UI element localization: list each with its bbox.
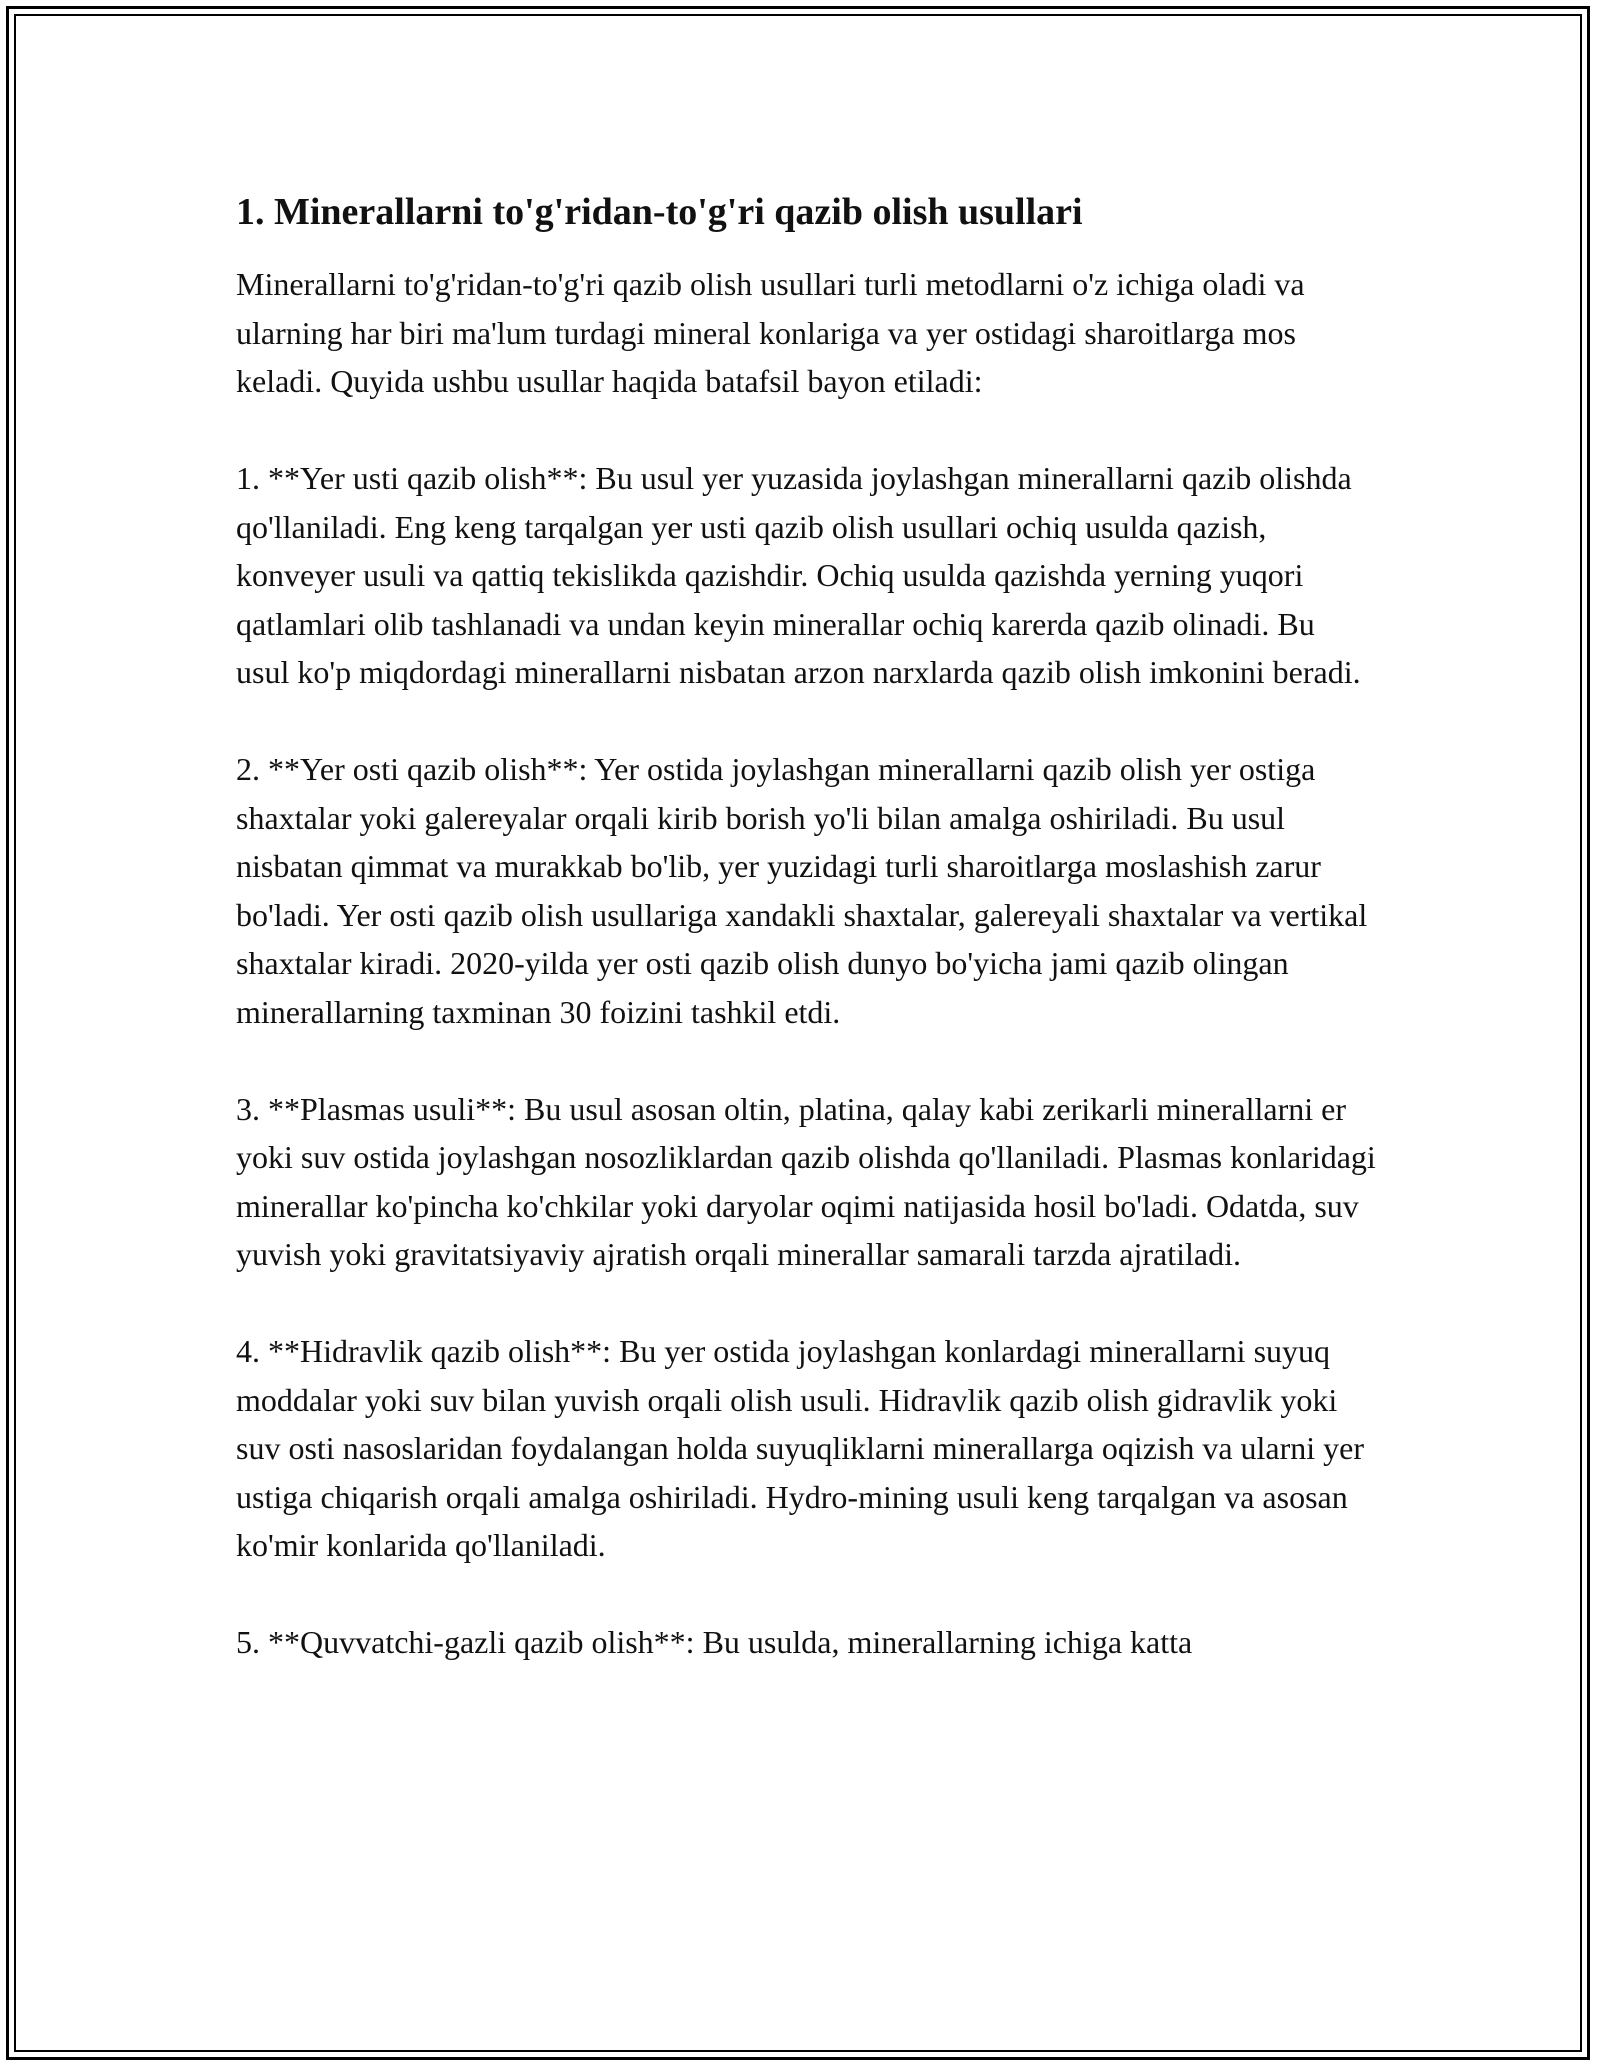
method-1-paragraph: 1. **Yer usti qazib olish**: Bu usul yer yuzasida joylashgan minerallarni qazib olishda qo'llaniladi. Eng keng tarqalgan yer usti qazib olish usullari ochiq usulda qazish, konveyer usuli va qattiq tekislikda qazishdir. Ochiq usulda qazishda yerning yuqori qatlamlari olib tashlanadi va undan keyin minerallar ochiq karerda qazib olinadi. Bu usul ko'p miqdordagi minerallarni nisbatan arzon narxlarda qazib olish imkonini beradi. [236,460,1361,690]
method-2-paragraph: 2. **Yer osti qazib olish**: Yer ostida joylashgan minerallarni qazib olish yer ostiga shaxtalar yoki galereyalar orqali kirib borish yo'li bilan amalga oshiriladi. Bu usul nisbatan qimmat va murakkab bo'lib, yer yuzidagi turli sharoitlarga moslashish zarur bo'ladi. Yer osti qazib olish usullariga xandakli shaxtalar, galereyali shaxtalar va vertikal shaxtalar kiradi. 2020-yilda yer osti qazib olish dunyo bo'yicha jami qazib olingan minerallarning taxminan 30 foizini tashkil etdi. [236,751,1368,1030]
section-heading: 1. Minerallarni to'g'ridan-to'g'ri qazib olish usullari [236,191,1083,233]
document-body [236,186,1376,1715]
intro-paragraph: Minerallarni to'g'ridan-to'g'ri qazib olish usullari turli metodlarni o'z ichiga oladi va ularning har biri ma'lum turdagi mineral konlariga va yer ostidagi sharoitlarga mos keladi. Quyida ushbu usullar haqida batafsil bayon etiladi: [236,266,1305,399]
method-4-paragraph: 4. **Hidravlik qazib olish**: Bu yer ostida joylashgan konlardagi minerallarni suyuq moddalar yoki suv bilan yuvish orqali olish usuli. Hidravlik qazib olish gidravlik yoki suv osti nasoslaridan foydalangan holda suyuqliklarni minerallarga oqizish va ularni yer ustiga chiqarish orqali amalga oshiriladi. Hydro-mining usuli keng tarqalgan va asosan ko'mir konlarida qo'llaniladi. [236,1333,1365,1563]
method-5-paragraph: 5. **Quvvatchi-gazli qazib olish**: Bu usulda, minerallarning ichiga katta [236,1624,1193,1660]
method-3-paragraph: 3. **Plasmas usuli**: Bu usul asosan oltin, platina, qalay kabi zerikarli minerallarni er yoki suv ostida joylashgan nosozliklardan qazib olishda qo'llaniladi. Plasmas konlaridagi minerallar ko'pincha ko'chkilar yoki daryolar oqimi natijasida hosil bo'ladi. Odatda, suv yuvish yoki gravitatsiyaviy ajratish orqali minerallar samarali tarzda ajratiladi. [236,1090,1376,1272]
